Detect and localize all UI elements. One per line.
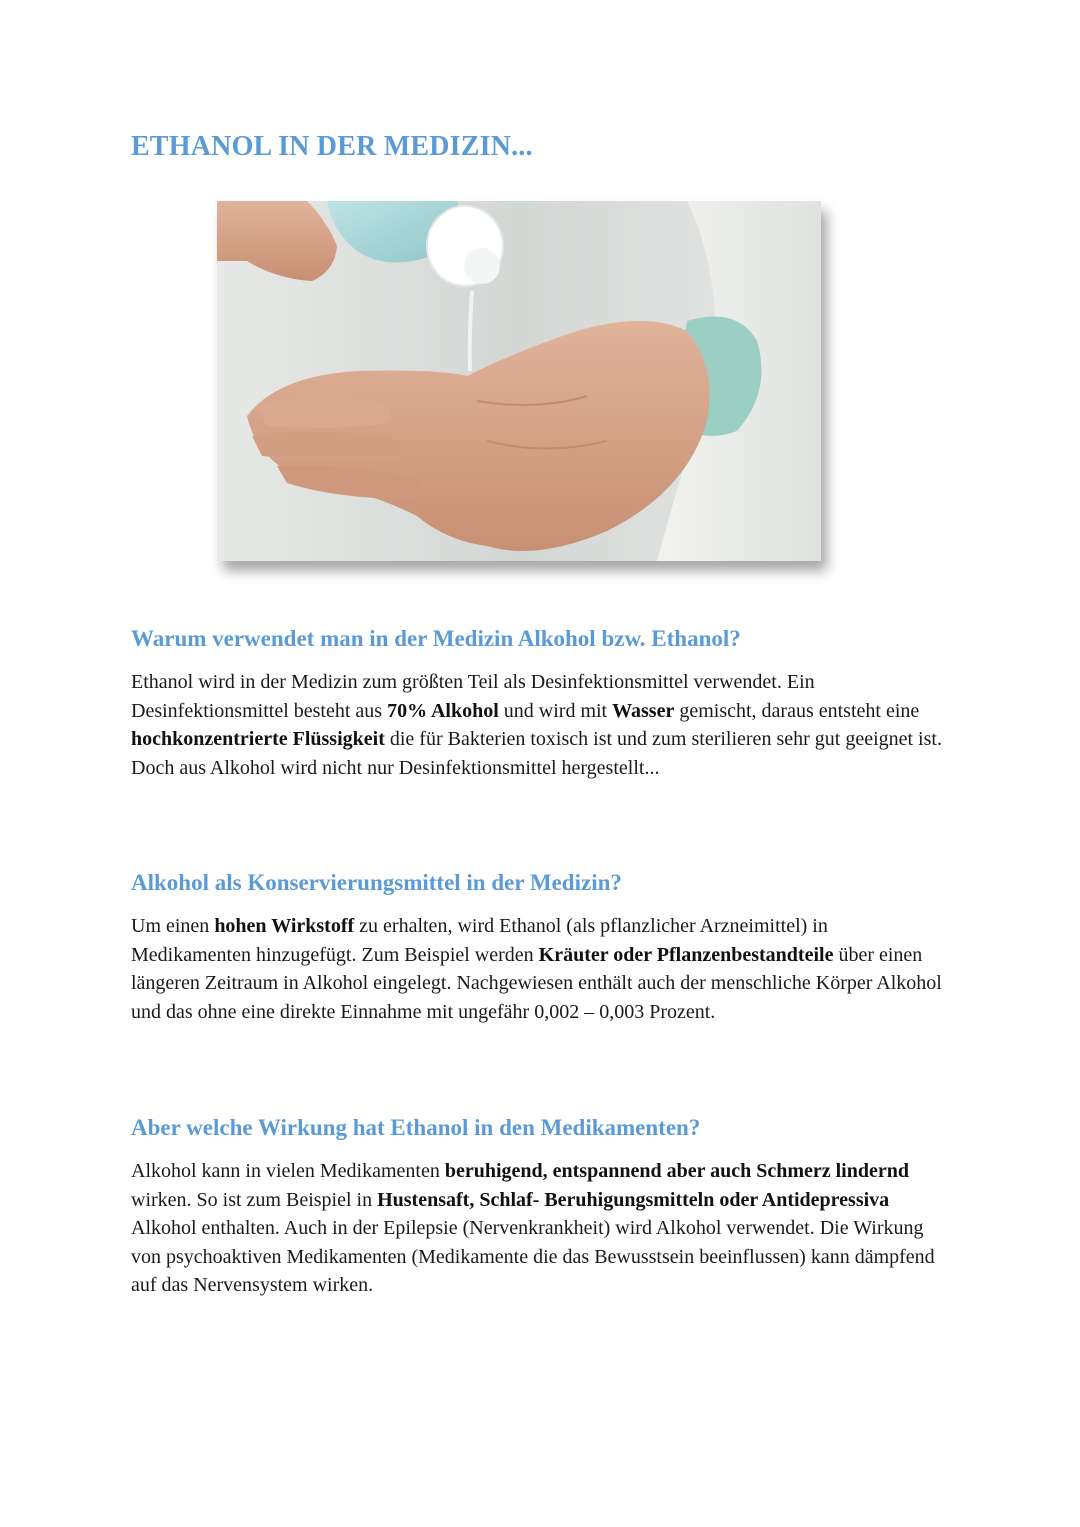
section-preservative [131, 870, 951, 1026]
section-heading: Warum verwendet man in der Medizin Alkohol bzw. Ethanol? [131, 626, 741, 651]
hand-sanitizer-photo-icon [217, 201, 821, 561]
section-body: Um einen hohen Wirkstoff zu erhalten, wird Ethanol (als pflanzlicher Arzneimittel) in Medikamenten hinzugefügt. Zum Beispiel werden Kräuter oder Pflanzenbestandteile über einen längeren Zeitraum in Alkohol eingelegt. Nachgewiesen enthält auch der menschliche Körper Alkohol und das ohne eine direkte Einnahme mit ungefähr 0,002 – 0,003 Prozent. [131, 915, 942, 1023]
hand-sanitizer-photo [217, 201, 821, 561]
page-title: ETHANOL IN DER MEDIZIN... [131, 131, 533, 162]
section-effect [131, 1115, 951, 1300]
emphasis-text: 70% Alkohol [387, 699, 499, 722]
emphasis-text: Wasser [612, 699, 675, 722]
section-heading: Alkohol als Konservierungsmittel in der Medizin? [131, 870, 622, 895]
emphasis-text: hochkonzentrierte Flüssigkeit [131, 728, 385, 750]
emphasis-text: Kräuter oder Pflanzenbestandteile [538, 943, 834, 966]
emphasis-text: Hustensaft, Schlaf- Beruhigungsmitteln oder Antidepressiva [377, 1188, 890, 1211]
section-body: Ethanol wird in der Medizin zum größten Teil als Desinfektionsmittel verwendet. Ein Desinfektionsmittel besteht aus 70% Alkohol und wird mit Wasser gemischt, daraus entsteht eine hochkonzentrierte Flüssigkeit die für Bakterien toxisch ist und zum sterilieren sehr gut geeignet ist. Doch aus Alkohol wird nicht nur Desinfektionsmittel hergestellt... [131, 671, 942, 779]
emphasis-text: hohen Wirkstoff [214, 915, 355, 937]
section-heading: Aber welche Wirkung hat Ethanol in den Medikamenten? [131, 1115, 701, 1140]
section-body: Alkohol kann in vielen Medikamenten beruhigend, entspannend aber auch Schmerz lindernd wirken. So ist zum Beispiel in Hustensaft, Schlaf- Beruhigungsmitteln oder Antidepressiva Alkohol enthalten. Auch in der Epilepsie (Nervenkrankheit) wird Alkohol verwendet. Die Wirkung von psychoaktiven Medikamenten (Medikamente die das Bewusstsein beeinflussen) kann dämpfend auf das Nervensystem wirken. [131, 1160, 935, 1296]
emphasis-text: beruhigend, entspannend aber auch Schmerz lindernd [444, 1160, 909, 1182]
section-disinfection [131, 626, 951, 782]
